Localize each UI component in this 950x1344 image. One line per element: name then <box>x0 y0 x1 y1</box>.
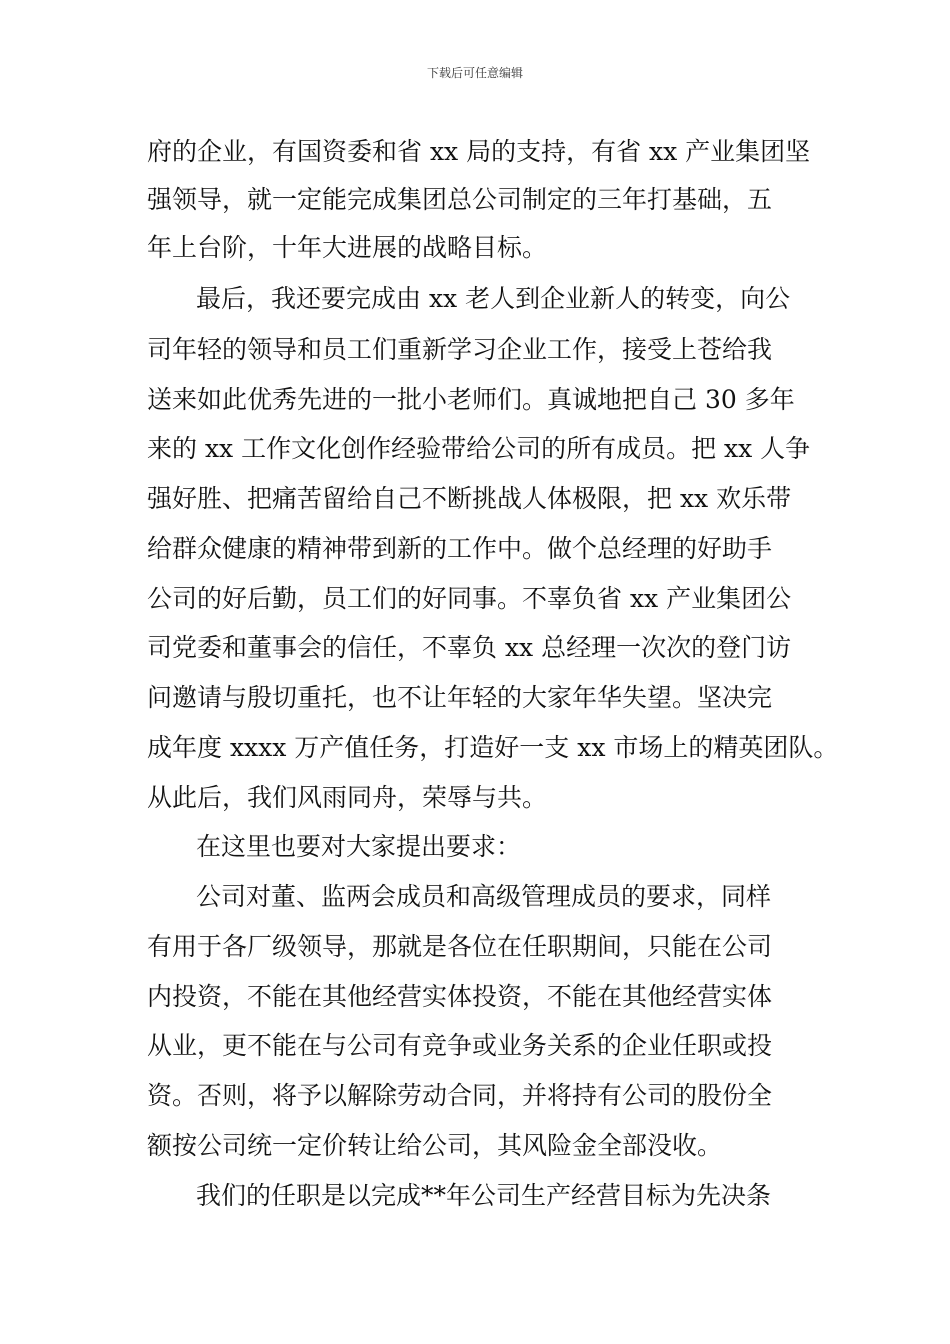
body-line: 强领导，就一定能完成集团总公司制定的三年打基础，五 <box>147 185 773 214</box>
body-line: 给群众健康的精神带到新的工作中。做个总经理的好助手 <box>147 534 773 563</box>
body-line: 从业，更不能在与公司有竞争或业务关系的企业任职或投 <box>147 1031 773 1060</box>
body-line: 内投资，不能在其他经营实体投资，不能在其他经营实体 <box>147 982 773 1011</box>
body-line: 年上台阶，十年大进展的战略目标。 <box>147 233 548 262</box>
body-line: 在这里也要对大家提出要求： <box>196 832 522 861</box>
body-line: 送来如此优秀先进的一批小老师们。真诚地把自己 30 多年 <box>147 385 795 414</box>
body-line: 司党委和董事会的信任，不辜负 xx 总经理一次次的登门访 <box>147 633 792 662</box>
body-line: 司年轻的领导和员工们重新学习企业工作，接受上苍给我 <box>147 335 773 364</box>
body-line: 资。否则，将予以解除劳动合同，并将持有公司的股份全 <box>147 1081 773 1110</box>
header-note: 下载后可任意编辑 <box>426 66 523 80</box>
body-line: 成年度 xxxx 万产值任务，打造好一支 xx 市场上的精英团队。 <box>147 733 839 762</box>
body-line: 来的 xx 工作文化创作经验带给公司的所有成员。把 xx 人争 <box>147 434 811 463</box>
body-line: 额按公司统一定价转让给公司，其风险金全部没收。 <box>147 1131 723 1160</box>
body-line: 有用于各厂级领导，那就是各位在任职期间，只能在公司 <box>147 932 773 961</box>
body-line: 府的企业，有国资委和省 xx 局的支持，有省 xx 产业集团坚 <box>147 137 811 166</box>
body-line: 公司对董、监两会成员和高级管理成员的要求，同样 <box>196 882 772 911</box>
body-line: 公司的好后勤，员工们的好同事。不辜负省 xx 产业集团公 <box>147 584 792 613</box>
body-line: 强好胜、把痛苦留给自己不断挑战人体极限，把 xx 欢乐带 <box>147 484 792 513</box>
body-line: 我们的任职是以完成**年公司生产经营目标为先决条 <box>196 1181 772 1210</box>
body-line: 从此后，我们风雨同舟，荣辱与共。 <box>147 783 548 812</box>
body-line: 最后，我还要完成由 xx 老人到企业新人的转变，向公 <box>196 284 791 313</box>
body-line: 问邀请与殷切重托，也不让年轻的大家年华失望。坚决完 <box>147 683 773 712</box>
